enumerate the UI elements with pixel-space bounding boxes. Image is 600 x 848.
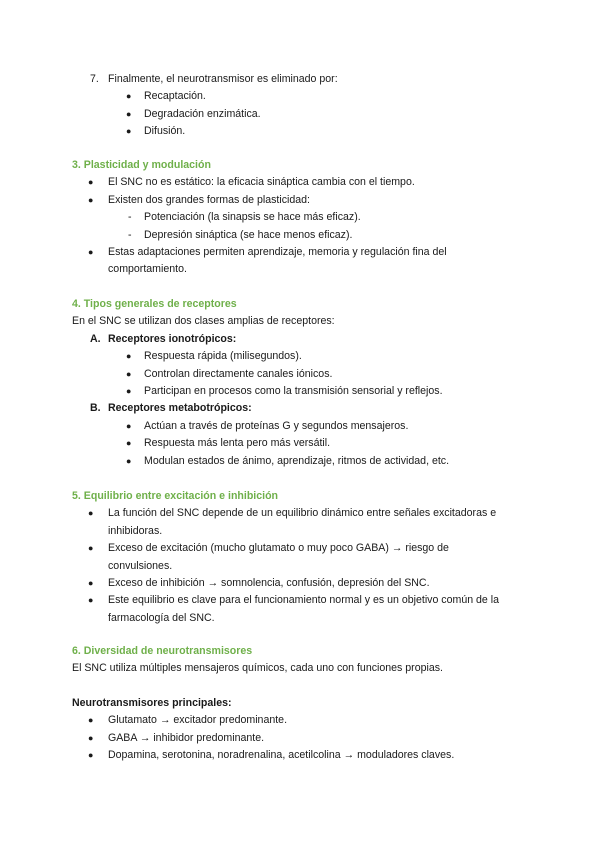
section-plasticity — [72, 157, 540, 279]
list-item: ● Actúan a través de proteínas G y segundos mensajeros. — [72, 418, 540, 435]
bullet-icon: ● — [88, 595, 94, 606]
list-item: ● GABA → inhibidor predominante. — [72, 730, 540, 747]
list-item-a: A. Receptores ionotrópicos: — [72, 331, 540, 348]
bullet-icon: ● — [88, 543, 94, 554]
bullet-icon: ● — [126, 420, 132, 431]
list-item: ● Recaptación. — [72, 88, 540, 105]
bullet-icon: ● — [126, 91, 132, 102]
list-number: 7. — [90, 73, 99, 85]
bullet-icon: ● — [88, 732, 94, 743]
list-item: ● Existen dos grandes formas de plasticidad: — [72, 192, 540, 209]
bullet-icon: ● — [126, 455, 132, 466]
list-item: - Depresión sináptica (se hace menos eficaz). — [72, 227, 540, 244]
bullet-icon: ● — [126, 438, 132, 449]
list-item: ● La función del SNC depende de un equilibrio dinámico entre señales excitadoras e — [72, 505, 540, 522]
section-receptors — [72, 296, 540, 470]
bullet-icon: ● — [88, 177, 94, 188]
bullet-icon: ● — [88, 715, 94, 726]
list-letter: B. — [90, 402, 101, 415]
list-item: ● Degradación enzimática. — [72, 106, 540, 123]
bullet-icon: ● — [126, 368, 132, 379]
section-heading: 6. Diversidad de neurotransmisores — [72, 645, 253, 657]
list-item: ● Glutamato → excitador predominante. — [72, 712, 540, 729]
list-item: ● Respuesta más lenta pero más versátil. — [72, 435, 540, 452]
list-item: ● Modulan estados de ánimo, aprendizaje, ritmos de actividad, etc. — [72, 453, 540, 470]
list-item-continuation: comportamiento. — [108, 263, 187, 276]
list-item-continuation: convulsiones. — [108, 559, 173, 572]
dash-icon: - — [128, 228, 132, 241]
spacer — [72, 678, 540, 695]
list-item-7 — [72, 71, 540, 88]
bullet-icon: ● — [88, 749, 94, 760]
list-item: ● Este equilibrio es clave para el funcionamiento normal y es un objetivo común de la — [72, 592, 540, 609]
list-item: ● El SNC no es estático: la eficacia sináptica cambia con el tiempo. — [72, 174, 540, 191]
bullet-icon: ● — [88, 246, 94, 257]
list-item-b: B. Receptores metabotrópicos: — [72, 400, 540, 417]
bullet-icon: ● — [88, 577, 94, 588]
list-item: ● Difusión. — [72, 123, 540, 140]
section-heading: 5. Equilibrio entre excitación e inhibición — [72, 490, 279, 502]
bullet-icon: ● — [126, 108, 132, 119]
list-item: ● Exceso de excitación (mucho glutamato o muy poco GABA) → riesgo de — [72, 540, 540, 557]
section-heading: 4. Tipos generales de receptores — [72, 298, 237, 310]
list-item: ● Respuesta rápida (milisegundos). — [72, 348, 540, 365]
subheading: Neurotransmisores principales: — [72, 696, 232, 709]
list-item: ● Exceso de inhibición → somnolencia, confusión, depresión del SNC. — [72, 575, 540, 592]
list-item: ● Dopamina, serotonina, noradrenalina, acetilcolina → moduladores claves. — [72, 747, 540, 764]
list-letter: A. — [90, 332, 101, 345]
section-balance — [72, 488, 540, 627]
list-item: ● Estas adaptaciones permiten aprendizaje, memoria y regulación fina del — [72, 244, 540, 261]
list-item: ● Controlan directamente canales iónicos. — [72, 366, 540, 383]
list-item-continuation: inhibidoras. — [108, 524, 163, 537]
list-item: ● Participan en procesos como la transmisión sensorial y reflejos. — [72, 383, 540, 400]
bullet-icon: ● — [88, 508, 94, 519]
dash-icon: - — [128, 211, 132, 224]
paragraph: En el SNC se utilizan dos clases amplias de receptores: — [72, 315, 335, 328]
bullet-icon: ● — [126, 126, 132, 137]
bullet-icon: ● — [126, 385, 132, 396]
bullet-icon: ● — [88, 194, 94, 205]
section-heading: 3. Plasticidad y modulación — [72, 159, 211, 171]
list-item: - Potenciación (la sinapsis se hace más eficaz). — [72, 209, 540, 226]
bullet-icon: ● — [126, 351, 132, 362]
list-item-text: Finalmente, el neurotransmisor es eliminado por: — [108, 73, 338, 85]
section-diversity — [72, 643, 540, 764]
paragraph: El SNC utiliza múltiples mensajeros químicos, cada uno con funciones propias. — [72, 662, 443, 675]
list-continuation — [72, 71, 540, 141]
list-item-continuation: farmacología del SNC. — [108, 611, 215, 624]
